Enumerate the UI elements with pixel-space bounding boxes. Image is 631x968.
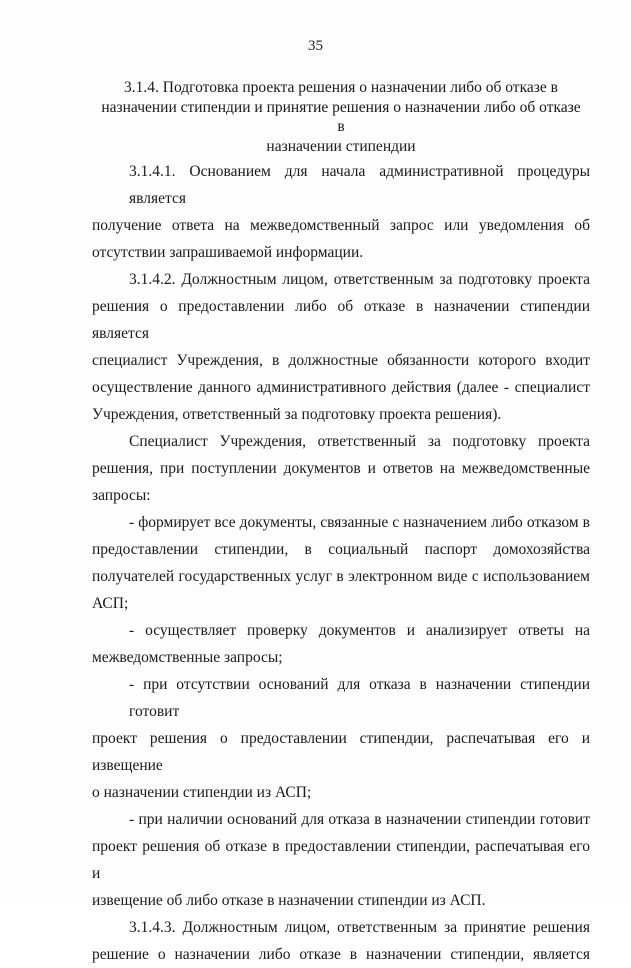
section-heading xyxy=(96,78,586,156)
paragraph-line: 3.1.4.3. Должностным лицом, ответственным за принятие решения xyxy=(129,919,590,936)
paragraph-line: 3.1.4.1. Основанием для начала административной процедуры является xyxy=(129,163,590,207)
paragraph-line: решение о назначении либо отказе в назначении стипендии, является xyxy=(92,946,590,963)
paragraph-line: Учреждения, ответственный за подготовку проекта решения). xyxy=(92,406,502,423)
paragraph-line: АСП; xyxy=(92,595,129,612)
paragraph-line: межведомственные запросы; xyxy=(92,649,283,666)
document-body xyxy=(92,158,590,968)
paragraph-line: осуществление данного административного действия (далее - специалист xyxy=(92,379,590,396)
paragraph xyxy=(92,671,590,806)
paragraph-line: отсутствии запрашиваемой информации. xyxy=(92,244,364,261)
paragraph-line: Специалист Учреждения, ответственный за подготовку проекта xyxy=(129,433,590,450)
paragraph-line: решения, при поступлении документов и ответов на межведомственные xyxy=(92,460,590,477)
paragraph-line: 3.1.4.2. Должностным лицом, ответственным за подготовку проекта xyxy=(129,271,590,288)
paragraph xyxy=(92,914,590,968)
paragraph xyxy=(92,266,590,428)
paragraph-line: проект решения об отказе в предоставлении стипендии, распечатывая его и xyxy=(92,838,590,882)
page-number: 35 xyxy=(308,38,323,54)
paragraph-line: получение ответа на межведомственный запрос или уведомления об xyxy=(92,217,590,234)
paragraph-line: специалист Учреждения, в должностные обязанности которого входит xyxy=(92,352,590,369)
paragraph-line: - осуществляет проверку документов и анализирует ответы на xyxy=(129,622,590,639)
paragraph-line: решения о предоставлении либо об отказе в назначении стипендии является xyxy=(92,298,590,342)
paragraph-line: о назначении стипендии из АСП; xyxy=(92,784,312,801)
heading-line: назначении стипендии и принятие решения о назначении либо об отказе в xyxy=(101,98,581,135)
paragraph-line: - при наличии оснований для отказа в назначении стипендии готовит xyxy=(129,811,590,828)
paragraph-line: предоставлении стипендии, в социальный паспорт домохозяйства xyxy=(92,541,590,558)
paragraph xyxy=(92,428,590,509)
paragraph-line: - при отсутствии оснований для отказа в назначении стипендии готовит xyxy=(129,676,590,720)
paragraph-line: извещение об либо отказе в назначении стипендии из АСП. xyxy=(92,892,486,909)
heading-line: 3.1.4. Подготовка проекта решения о назначении либо об отказе в xyxy=(124,79,558,96)
paragraph-line: запросы: xyxy=(92,487,151,504)
heading-line: назначении стипендии xyxy=(266,137,416,155)
paragraph xyxy=(92,158,590,266)
paragraph-line: - формирует все документы, связанные с назначением либо отказом в xyxy=(129,514,590,531)
paragraph xyxy=(92,806,590,914)
paragraph-line: получателей государственных услуг в электронном виде с использованием xyxy=(92,568,590,585)
paragraph-line: проект решения о предоставлении стипендии, распечатывая его и извещение xyxy=(92,730,590,774)
paragraph xyxy=(92,509,590,617)
paragraph xyxy=(92,617,590,671)
